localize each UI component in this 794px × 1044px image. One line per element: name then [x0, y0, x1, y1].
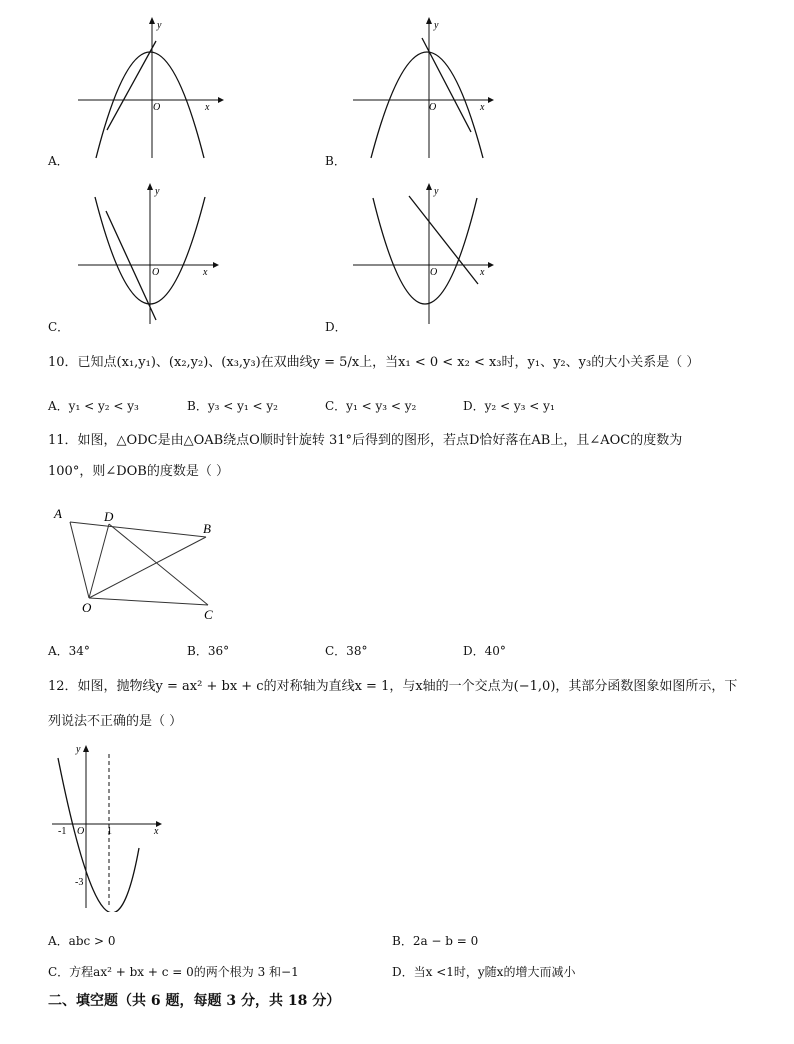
y-axis-arrow-icon — [83, 745, 89, 752]
graph-option-d — [345, 180, 505, 326]
axis-label-x: x — [480, 267, 485, 278]
origin-label: O — [429, 102, 437, 113]
graph-option-b — [345, 14, 505, 160]
option-label-a: A． — [48, 154, 69, 168]
origin-label: O — [153, 102, 161, 113]
axis-label-x: x — [480, 102, 485, 113]
axis-label-y: y — [157, 20, 162, 31]
option-label-b: B． — [325, 154, 346, 168]
q11-option-c: C．38° — [325, 644, 368, 658]
y-axis-arrow-icon — [426, 17, 432, 24]
axis-label-y: y — [76, 744, 81, 755]
x-axis-arrow-icon — [488, 97, 494, 103]
q11-option-b: B．36° — [187, 644, 230, 658]
section-2-heading: 二、填空题（共 6 题，每题 3 分，共 18 分） — [48, 993, 341, 1009]
graph-option-a — [70, 14, 230, 160]
q11-rotation-figure — [48, 502, 228, 624]
segment-ao — [70, 522, 89, 598]
axis-label-x: x — [205, 102, 210, 113]
option-label-d: D． — [325, 320, 347, 334]
graph-option-c — [70, 180, 230, 326]
q12-option-d: D．当x <1时，y随x的增大而减小 — [392, 965, 576, 979]
axis-label-x: x — [154, 826, 159, 837]
axis-label-y: y — [434, 186, 439, 197]
parabola-curve — [373, 198, 477, 304]
q11-option-a: A．34° — [48, 644, 90, 658]
segment-oc — [89, 598, 208, 605]
y-axis-arrow-icon — [426, 183, 432, 190]
parabola-curve — [371, 52, 483, 158]
q12-option-a: A．abc > 0 — [48, 934, 116, 948]
question-12-stem-line2: 列说法不正确的是（ ） — [48, 714, 183, 729]
q12-option-b: B．2a − b = 0 — [392, 934, 479, 948]
tick-label-neg1: -1 — [58, 826, 67, 837]
origin-label: O — [77, 826, 85, 837]
q11-option-d: D．40° — [463, 644, 506, 658]
segment-od — [89, 524, 109, 598]
axis-label-y: y — [155, 186, 160, 197]
segment-dc — [109, 524, 208, 605]
q10-option-d: D．y₂ < y₃ < y₁ — [463, 399, 555, 413]
point-label-c: C — [204, 607, 213, 622]
origin-label: O — [430, 267, 438, 278]
point-label-a: A — [54, 506, 62, 521]
point-label-b: B — [203, 521, 211, 536]
parabola-curve — [58, 758, 139, 912]
x-axis-arrow-icon — [213, 262, 219, 268]
x-axis-arrow-icon — [218, 97, 224, 103]
parabola-curve — [96, 52, 204, 158]
tick-label-neg3: -3 — [75, 877, 84, 888]
option-label-c: C． — [48, 320, 70, 334]
axis-label-x: x — [203, 267, 208, 278]
y-axis-arrow-icon — [149, 17, 155, 24]
line-graph — [409, 196, 478, 284]
x-axis-arrow-icon — [488, 262, 494, 268]
tick-label-1: 1 — [107, 826, 112, 837]
question-11-stem-line1: 11．如图，△ODC是由△OAB绕点O顺时针旋转 31°后得到的图形，若点D恰好落在AB上，且∠AOC的度数为 — [48, 433, 683, 448]
point-label-o: O — [82, 600, 92, 615]
origin-label: O — [152, 267, 160, 278]
q10-option-a: A．y₁ < y₂ < y₃ — [48, 399, 139, 413]
question-10-stem: 10．已知点(x₁,y₁)、(x₂,y₂)、(x₃,y₃)在双曲线y = 5/x上，当x₁ < 0 < x₂ < x₃时，y₁、y₂、y₃的大小关系是（ ） — [48, 355, 700, 370]
point-label-d: D — [104, 509, 114, 524]
segment-ab — [70, 522, 206, 537]
axis-label-y: y — [434, 20, 439, 31]
y-axis-arrow-icon — [147, 183, 153, 190]
question-11-stem-line2: 100°，则∠DOB的度数是（ ） — [48, 464, 229, 479]
question-12-stem-line1: 12．如图，抛物线y = ax² + bx + c的对称轴为直线x = 1，与x轴的一个交点为(−1,0)，其部分函数图象如图所示，下 — [48, 679, 738, 694]
line-graph — [107, 41, 156, 130]
q10-option-c: C．y₁ < y₃ < y₂ — [325, 399, 417, 413]
q12-option-c: C．方程ax² + bx + c = 0的两个根为 3 和−1 — [48, 965, 299, 979]
q10-option-b: B．y₃ < y₁ < y₂ — [187, 399, 278, 413]
q12-parabola-figure — [48, 740, 173, 912]
